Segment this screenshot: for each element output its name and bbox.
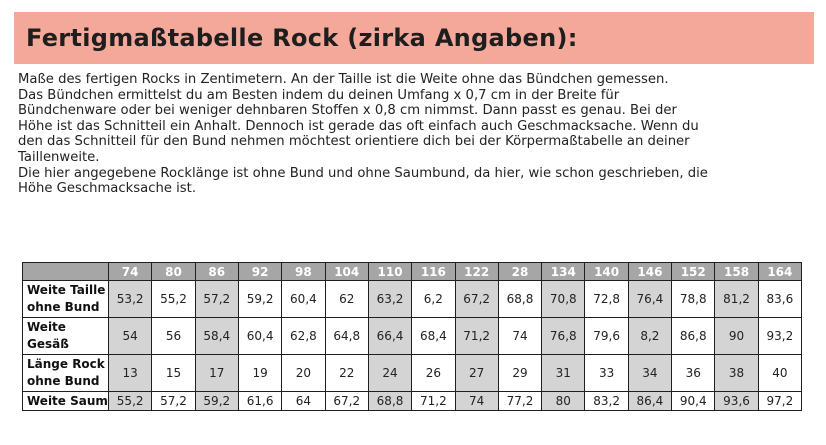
- table-row: [23, 355, 802, 392]
- table-cell: 80: [542, 392, 585, 411]
- table-cell: 33: [585, 355, 628, 392]
- table-cell: 29: [498, 355, 541, 392]
- table-cell: 71,2: [412, 392, 455, 411]
- table-cell: 64: [282, 392, 325, 411]
- size-table-body: [23, 281, 802, 411]
- size-header-cell: 140: [585, 263, 628, 281]
- intro-line: Maße des fertigen Rocks in Zentimetern. An der Taille ist die Weite ohne das Bündchen gemessen.: [18, 72, 669, 87]
- table-cell: 79,6: [585, 318, 628, 355]
- row-label: [23, 318, 109, 355]
- size-header-cell: 152: [672, 263, 715, 281]
- size-header-cell: 158: [715, 263, 758, 281]
- size-header-row: [23, 263, 802, 281]
- table-cell: 81,2: [715, 281, 758, 318]
- table-cell: 36: [672, 355, 715, 392]
- table-cell: 38: [715, 355, 758, 392]
- table-cell: 59,2: [238, 281, 281, 318]
- table-cell: 55,2: [152, 281, 195, 318]
- intro-text: [18, 72, 818, 197]
- table-cell: 74: [455, 392, 498, 411]
- table-row: [23, 318, 802, 355]
- row-label-line: ohne Bund: [27, 374, 100, 388]
- table-cell: 64,8: [325, 318, 368, 355]
- table-cell: 59,2: [195, 392, 238, 411]
- table-cell: 76,8: [542, 318, 585, 355]
- intro-line: Das Bündchen ermittelst du am Besten indem du deinen Umfang x 0,7 cm in der Breite für: [18, 87, 620, 103]
- table-cell: 67,2: [455, 281, 498, 318]
- table-cell: 55,2: [109, 392, 152, 411]
- size-header-cell: 92: [238, 263, 281, 281]
- table-cell: 90: [715, 318, 758, 355]
- intro-line: Die hier angegebene Rocklänge ist ohne Bund und ohne Saumbund, da hier, wie schon geschrieben, die: [18, 165, 708, 181]
- table-cell: 72,8: [585, 281, 628, 318]
- size-table: [22, 262, 802, 411]
- table-cell: 86,8: [672, 318, 715, 355]
- page-title: Fertigmaßtabelle Rock (zirka Angaben):: [26, 24, 578, 52]
- size-header-cell: 28: [498, 263, 541, 281]
- row-label: [23, 355, 109, 392]
- row-label-line: Weite Taille: [27, 283, 106, 297]
- table-cell: 93,6: [715, 392, 758, 411]
- table-cell: 19: [238, 355, 281, 392]
- header-corner: [23, 263, 109, 281]
- intro-line: den das Schnitteil für den Bund nehmen möchtest orientiere dich bei der Körpermaßtabelle an deiner: [18, 134, 690, 150]
- table-cell: 83,6: [758, 281, 801, 318]
- table-cell: 26: [412, 355, 455, 392]
- table-cell: 57,2: [152, 392, 195, 411]
- table-cell: 62: [325, 281, 368, 318]
- row-label-line: Gesäß: [27, 337, 69, 351]
- table-cell: 34: [628, 355, 671, 392]
- size-header-cell: 116: [412, 263, 455, 281]
- table-cell: 68,4: [412, 318, 455, 355]
- table-cell: 60,4: [238, 318, 281, 355]
- size-header-cell: 146: [628, 263, 671, 281]
- size-header-cell: 134: [542, 263, 585, 281]
- table-cell: 67,2: [325, 392, 368, 411]
- intro-line: Bündchenware oder bei weniger dehnbaren Stoffen x 0,8 cm nimmst. Dann passt es genau. Bei der: [18, 103, 677, 119]
- table-cell: 61,6: [238, 392, 281, 411]
- table-cell: 60,4: [282, 281, 325, 318]
- table-cell: 90,4: [672, 392, 715, 411]
- row-label: [23, 392, 109, 411]
- table-cell: 13: [109, 355, 152, 392]
- table-cell: 68,8: [498, 281, 541, 318]
- table-cell: 6,2: [412, 281, 455, 318]
- table-cell: 78,8: [672, 281, 715, 318]
- table-cell: 93,2: [758, 318, 801, 355]
- table-cell: 24: [368, 355, 411, 392]
- table-cell: 58,4: [195, 318, 238, 355]
- size-header-cell: 86: [195, 263, 238, 281]
- row-label-line: ohne Bund: [27, 300, 100, 314]
- table-cell: 40: [758, 355, 801, 392]
- table-row: [23, 281, 802, 318]
- table-cell: 56: [152, 318, 195, 355]
- table-cell: 86,4: [628, 392, 671, 411]
- row-label: [23, 281, 109, 318]
- size-header-cell: 110: [368, 263, 411, 281]
- row-label-line: Länge Rock: [27, 357, 105, 371]
- table-cell: 62,8: [282, 318, 325, 355]
- size-header-cell: 164: [758, 263, 801, 281]
- intro-line: Taillenweite.: [18, 149, 100, 165]
- table-cell: 20: [282, 355, 325, 392]
- table-cell: 31: [542, 355, 585, 392]
- table-cell: 17: [195, 355, 238, 392]
- size-header-cell: 98: [282, 263, 325, 281]
- table-cell: 15: [152, 355, 195, 392]
- size-header-cell: 104: [325, 263, 368, 281]
- table-cell: 74: [498, 318, 541, 355]
- table-cell: 63,2: [368, 281, 411, 318]
- table-cell: 66,4: [368, 318, 411, 355]
- table-cell: 68,8: [368, 392, 411, 411]
- table-cell: 22: [325, 355, 368, 392]
- table-cell: 54: [109, 318, 152, 355]
- size-header-cell: 122: [455, 263, 498, 281]
- intro-line: Höhe ist das Schnitteil ein Anhalt. Dennoch ist gerade das oft einfach auch Geschmacksache. Wenn du: [18, 118, 699, 134]
- table-cell: 97,2: [758, 392, 801, 411]
- table-row: [23, 392, 802, 411]
- intro-line: Höhe Geschmacksache ist.: [18, 181, 197, 197]
- size-header-cell: 80: [152, 263, 195, 281]
- table-cell: 70,8: [542, 281, 585, 318]
- title-banner: [14, 12, 814, 64]
- row-label-line: Weite: [27, 320, 66, 334]
- table-cell: 8,2: [628, 318, 671, 355]
- table-cell: 77,2: [498, 392, 541, 411]
- table-cell: 53,2: [109, 281, 152, 318]
- table-cell: 27: [455, 355, 498, 392]
- table-cell: 83,2: [585, 392, 628, 411]
- table-cell: 57,2: [195, 281, 238, 318]
- table-cell: 76,4: [628, 281, 671, 318]
- size-header-cell: 74: [109, 263, 152, 281]
- table-cell: 71,2: [455, 318, 498, 355]
- row-label-line: Weite Saum: [27, 393, 108, 408]
